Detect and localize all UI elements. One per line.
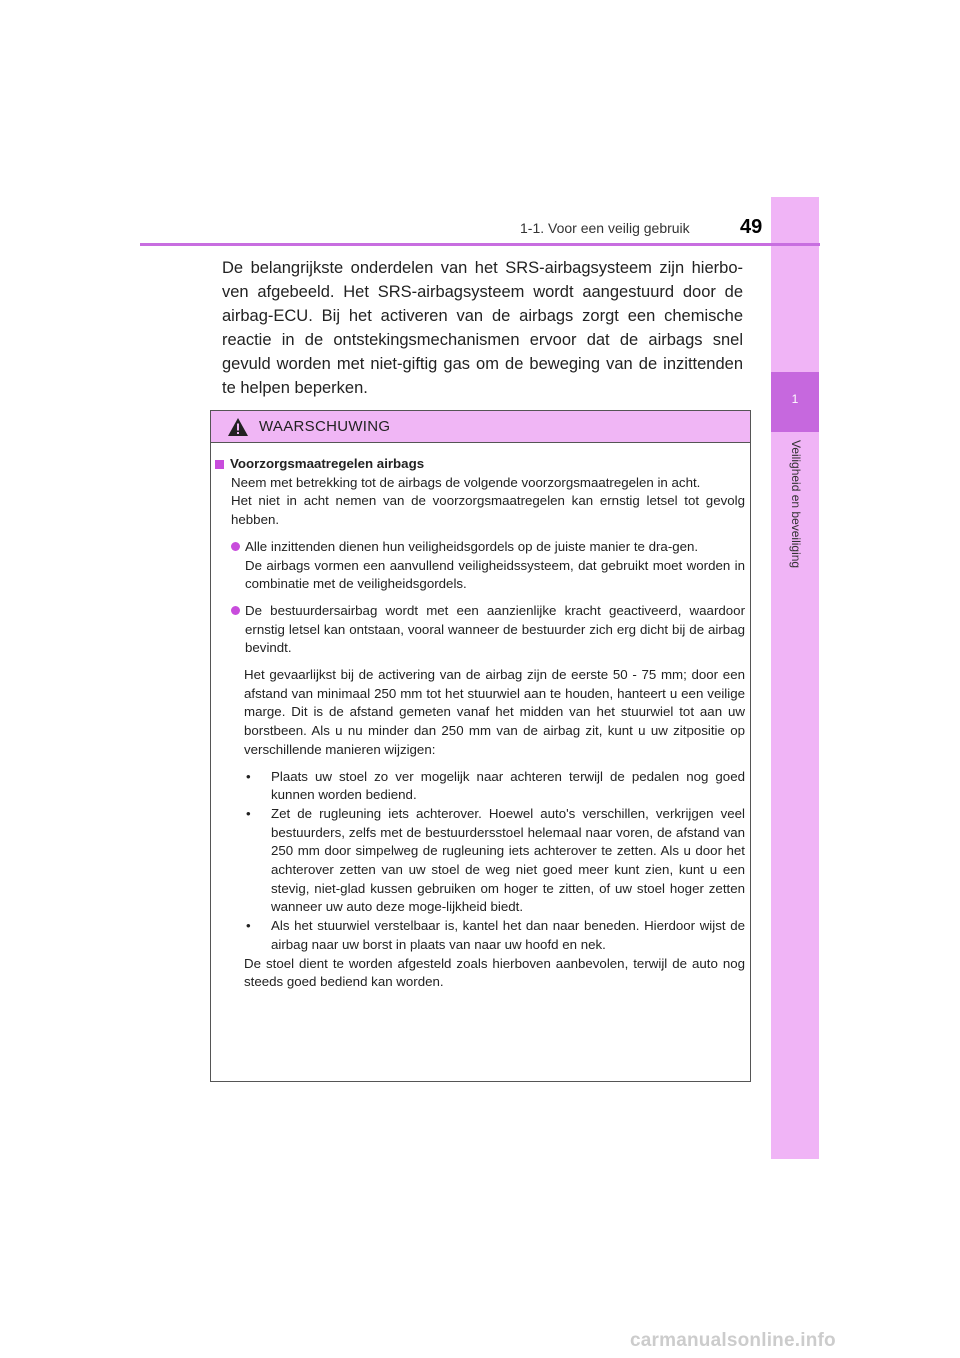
sub-list-marker: •: [246, 805, 251, 821]
round-bullet-icon: [231, 606, 240, 615]
footer-watermark: carmanualsonline.info: [630, 1330, 836, 1351]
sub-list-item: [244, 917, 745, 954]
bullet-item: [231, 602, 745, 658]
bullet-text: De bestuurdersairbag wordt met een aanzienlijke kracht geactiveerd, waardoor ernstig letsel kan ontstaan, vooral wanneer de bestuurder zich erg dicht bij de airbag bevindt.: [245, 602, 745, 656]
warning-triangle-icon: [227, 417, 249, 437]
warning-body: [211, 443, 750, 992]
sub-list-text: Zet de rugleuning iets achterover. Hoewel auto's verschillen, verkrijgen veel bestuurders, zelfs met de bestuurdersstoel helemaal naar voren, de afstand van 250 mm door simpelweg de rugleuning iets achterover te zetten. Als u door het achterover zetten van uw stoel de weg niet goed meer kunt zien, kunt u een stevig, niet-glad kussen gebruiken om hoger te zitten, of uw stoel hoger zetten wanneer uw auto deze moge-lijkheid biedt.: [271, 805, 745, 915]
sub-list-item: [244, 805, 745, 917]
warning-heading: [215, 455, 745, 474]
warning-paragraph: Het niet in acht nemen van de voorzorgsmaatregelen kan ernstig letsel tot gevolg hebben.: [231, 493, 745, 528]
header-divider: [140, 243, 820, 246]
warning-box: [210, 410, 751, 1082]
warning-heading-text: Voorzorgsmaatregelen airbags: [230, 456, 425, 471]
round-bullet-icon: [231, 542, 240, 551]
warning-title: WAARSCHUWING: [259, 418, 391, 435]
closing-paragraph: De stoel dient te worden afgesteld zoals hierboven aanbevolen, terwijl de auto nog steeds goed bediend kan worden.: [244, 955, 745, 990]
sub-list-text: Plaats uw stoel zo ver mogelijk naar achteren terwijl de pedalen nog goed kunnen worden bediend.: [271, 768, 745, 803]
sub-list-text: Als het stuurwiel verstelbaar is, kantel het dan naar beneden. Hierdoor wijst de airbag naar uw borst in plaats van naar uw hoofd en nek.: [271, 918, 745, 952]
side-tab-label: Veiligheid en beveiliging: [789, 440, 803, 569]
bullet-text: De airbags vormen een aanvullend veiligheidssysteem, dat gebruikt moet worden in combinatie met de veiligheidsgordels.: [245, 557, 745, 592]
bullet-item: [231, 538, 745, 594]
side-tab-number: 1: [791, 392, 799, 406]
warning-paragraph: Neem met betrekking tot de airbags de volgende voorzorgsmaatregelen in acht.: [231, 474, 701, 490]
intro-paragraph: De belangrijkste onderdelen van het SRS-airbagsysteem zijn hierbo-ven afgebeeld. Het SRS-airbagsysteem wordt aangestuurd door de airbag-ECU. Bij het activeren van de airbags zorgt een chemische reactie in de ontstekingsmechanismen ervoor dat de airbags snel gevuld worden met niet-giftig gas om de beweging van de inzittenden te helpen beperken.: [222, 259, 743, 397]
bullet-text-block: [245, 538, 745, 594]
page-number: 49: [740, 216, 763, 238]
sub-list-marker: •: [246, 918, 251, 934]
detail-paragraph: Het gevaarlijkst bij de activering van de airbag zijn de eerste 50 - 75 mm; door een afstand van minimaal 250 mm tot het stuurwiel aan te houden, hanteert u een veilige marge. Dit is de afstand gemeten vanaf het midden van het stuurwiel tot aan uw borstbeen. Als u nu minder dan 250 mm van de airbag zit, kunt u uw zitpositie op verschillende manieren wijzigen:: [244, 667, 745, 757]
warning-header: [211, 411, 750, 443]
sub-list-item: [244, 768, 745, 805]
section-title: 1-1. Voor een veilig gebruik: [520, 220, 690, 236]
bullet-text: Alle inzittenden dienen hun veiligheidsgordels op de juiste manier te dra-gen.: [245, 538, 699, 554]
square-bullet-icon: [215, 460, 224, 469]
sub-list-marker: •: [246, 768, 251, 784]
sub-list: [244, 768, 745, 955]
